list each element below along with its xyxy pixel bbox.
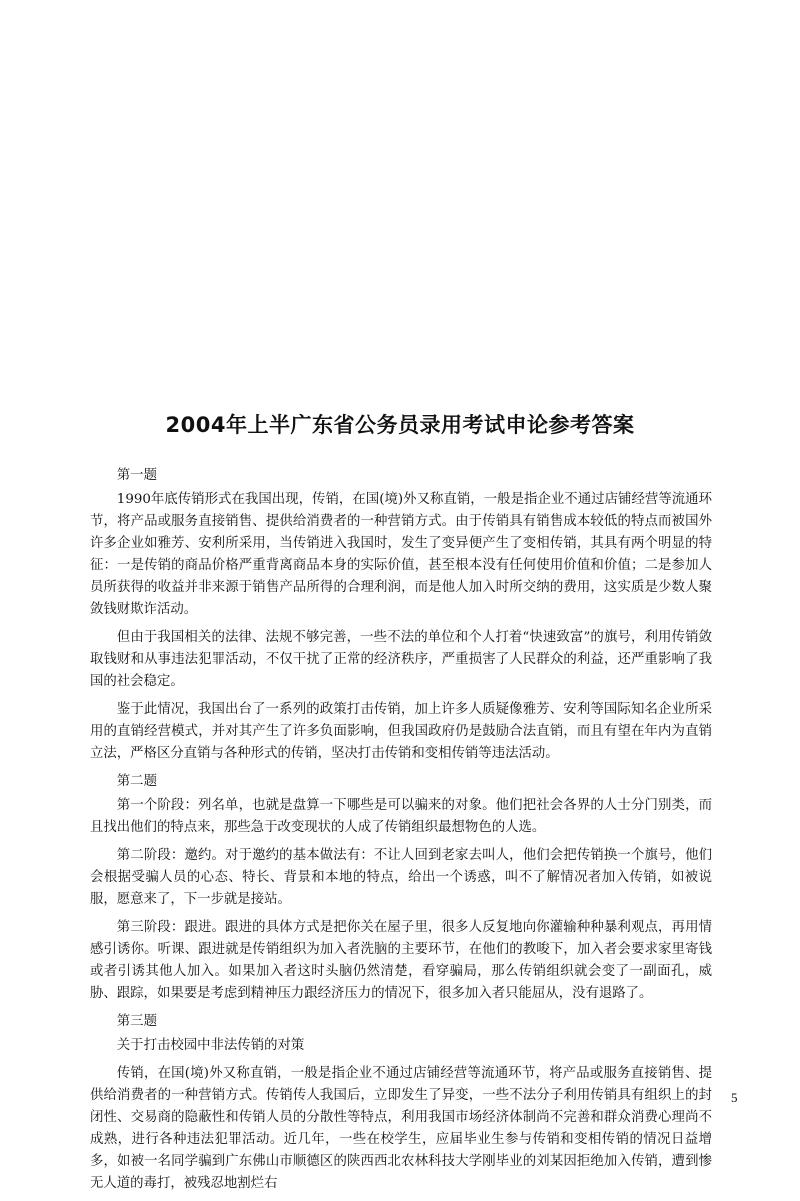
page-number: 5 [731, 1090, 738, 1105]
paragraph: 1990年底传销形式在我国出现，传销，在国(境)外又称直销，一般是指企业不通过店铺经营等流通环节，将产品或服务直接销售、提供给消费者的一种营销方式。由于传销具有销售成本较低的特点而被国外许多企业如雅芳、安利所采用，当传销进入我国时，发生了变异便产生了变相传销，其具有两个明显的特征：一是传销的商品价格严重背离商品本身的实际价值，甚至根本没有任何使用价值和价值；二是参加人员所获得的收益并非来源于销售产品所得的合理利润，而是他人加入时所交纳的费用，这实质是少数人聚敛钱财欺诈活动。 [90, 492, 712, 617]
section-heading-2: 第二题 [116, 774, 157, 789]
page-title: 2004年上半广东省公务员录用考试申论参考答案 [165, 413, 635, 437]
paragraph: 第一个阶段：列名单，也就是盘算一下哪些是可以骗来的对象。他们把社会各界的人士分门别类，而且找出他们的特点来，那些急于改变现状的人成了传销组织最想物色的人选。 [90, 798, 712, 835]
section-heading-3: 第三题 [116, 1014, 157, 1029]
section-heading-1: 第一题 [116, 468, 157, 483]
document-body [90, 465, 712, 1201]
paragraph: 但由于我国相关的法律、法规不够完善，一些不法的单位和个人打着“快速致富”的旗号，利用传销敛取钱财和从事违法犯罪活动，不仅干扰了正常的经济秩序，严重损害了人民群众的利益，还严重影响了我国的社会稳定。 [90, 630, 712, 689]
paragraph: 第二阶段：邀约。对于邀约的基本做法有：不让人回到老家去叫人，他们会把传销换一个旗号，他们会根据受骗人员的心态、特长、背景和本地的特点，给出一个诱惑，叫不了解情况者加入传销，如被说服，愿意来了，下一步就是接站。 [90, 848, 712, 907]
paragraph: 鉴于此情况，我国出台了一系列的政策打击传销，加上许多人质疑像雅芳、安利等国际知名企业所采用的直销经营模式，并对其产生了许多负面影响，但我国政府仍是鼓励合法直销，而且有望在年内为直销立法，严格区分直销与各种形式的传销，坚决打击传销和变相传销等违法活动。 [90, 702, 712, 761]
subheading: 关于打击校园中非法传销的对策 [116, 1038, 305, 1053]
paragraph: 第三阶段：跟进。跟进的具体方式是把你关在屋子里，很多人反复地向你灌输种种暴利观点，再用情感引诱你。听课、跟进就是传销组织为加入者洗脑的主要环节，在他们的教唆下，加入者会要求家里寄钱或者引诱其他人加入。如果加入者这时头脑仍然清楚，看穿骗局，那么传销组织就会变了一副面孔，威胁、跟踪，如果要是考虑到精神压力跟经济压力的情况下，很多加入者只能屈从，没有退路了。 [90, 920, 712, 1001]
paragraph: 传销，在国(境)外又称直销，一般是指企业不通过店铺经营等流通环节，将产品或服务直接销售、提供给消费者的一种营销方式。传销传人我国后，立即发生了异变，一些不法分子利用传销具有组织上的封闭性、交易商的隐蔽性和传销人员的分散性等特点，利用我国市场经济体制尚不完善和群众消费心理尚不成熟，进行各种违法犯罪活动。近几年，一些在校学生，应届毕业生参与传销和变相传销的情况日益增多，如被一名同学骗到广东佛山市顺德区的陕西西北农林科技大学刚毕业的刘某因拒绝加入传销，遭到惨无人道的毒打，被残忍地割烂右 [90, 1066, 712, 1191]
